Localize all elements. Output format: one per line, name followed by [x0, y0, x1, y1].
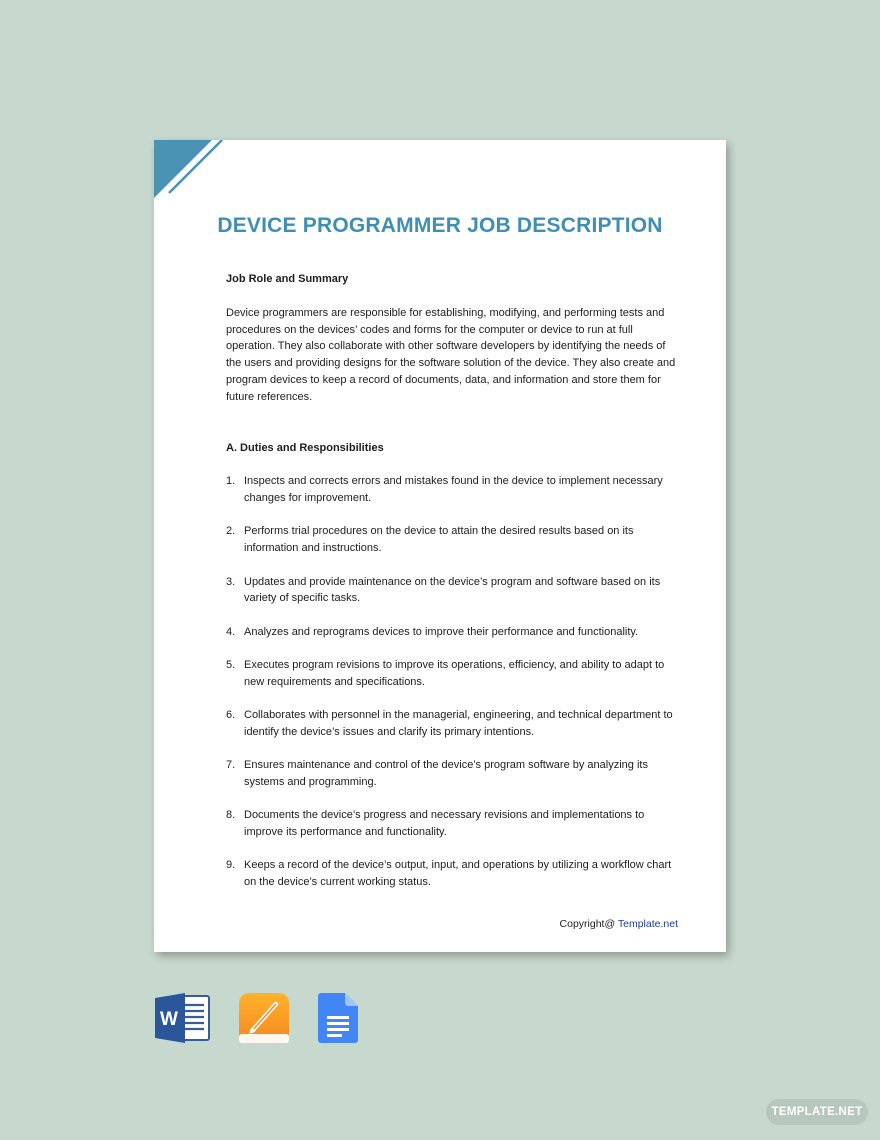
- word-icon[interactable]: [155, 992, 211, 1044]
- duty-number: 2.: [226, 525, 236, 538]
- duties-list: [226, 473, 682, 891]
- duty-item: [226, 523, 682, 557]
- copyright-notice: [560, 918, 678, 930]
- duty-text: Documents the device’s progress and necessary revisions and implementations to improve its performance and functionality.: [244, 809, 645, 839]
- duty-text: Collaborates with personnel in the managerial, engineering, and technical department to identify the device’s issues and clarify its primary intentions.: [244, 709, 673, 738]
- pages-icon[interactable]: [238, 992, 290, 1044]
- word-letter: W: [160, 1009, 178, 1030]
- duty-number: 6.: [226, 709, 236, 722]
- duty-number: 1.: [226, 475, 236, 488]
- duty-item: [226, 574, 682, 608]
- duty-item: [226, 473, 682, 507]
- duty-number: 4.: [226, 625, 236, 638]
- duty-number: 5.: [226, 658, 236, 671]
- copyright-label: Copyright@: [559, 918, 616, 930]
- duty-number: 8.: [226, 809, 236, 822]
- duty-item: [226, 624, 682, 641]
- duty-number: 7.: [226, 759, 236, 772]
- google-docs-icon[interactable]: [317, 992, 359, 1044]
- duty-item: [226, 807, 682, 841]
- duty-text: Executes program revisions to improve its operations, efficiency, and ability to adapt to new requirements and specifications.: [244, 658, 665, 688]
- duty-item: [226, 757, 682, 791]
- summary-heading: Job Role and Summary: [226, 273, 349, 285]
- document-title: DEVICE PROGRAMMER JOB DESCRIPTION: [217, 214, 663, 237]
- duty-text: Keeps a record of the device’s output, input, and operations by utilizing a workflow chart on the device’s current working status.: [244, 859, 672, 889]
- document-body: [226, 271, 682, 907]
- copyright-link[interactable]: Template.net: [617, 918, 678, 930]
- duty-item: [226, 857, 682, 891]
- duty-text: Updates and provide maintenance on the device’s program and software based on its variety of specific tasks.: [244, 575, 661, 605]
- duty-text: Inspects and corrects errors and mistakes found in the device to implement necessary changes for improvement.: [244, 475, 663, 505]
- duty-text: Analyzes and reprograms devices to improve their performance and functionality.: [244, 625, 639, 638]
- duties-heading: A. Duties and Responsibilities: [226, 441, 384, 454]
- duty-number: 3.: [226, 575, 236, 588]
- duty-number: 9.: [226, 859, 236, 872]
- summary-paragraph: Device programmers are responsible for establishing, modifying, and performing tests and procedures on the devices’ codes and forms for the computer or device to run at full operation. They also collaborate with other software developers by identifying the needs of the users and providing designs for the software solution of the device. They also create and program devices to keep a record of documents, data, and information and store them for future references.: [226, 306, 676, 403]
- duty-item: [226, 707, 682, 741]
- duty-text: Performs trial procedures on the device to attain the desired results based on its information and instructions.: [244, 525, 634, 555]
- template-net-badge[interactable]: TEMPLATE.NET: [766, 1099, 868, 1125]
- duty-item: [226, 657, 682, 691]
- document-page: [154, 140, 726, 952]
- corner-accent-decoration: [154, 140, 234, 202]
- duty-text: Ensures maintenance and control of the device’s program software by analyzing its systems and programming.: [244, 759, 648, 788]
